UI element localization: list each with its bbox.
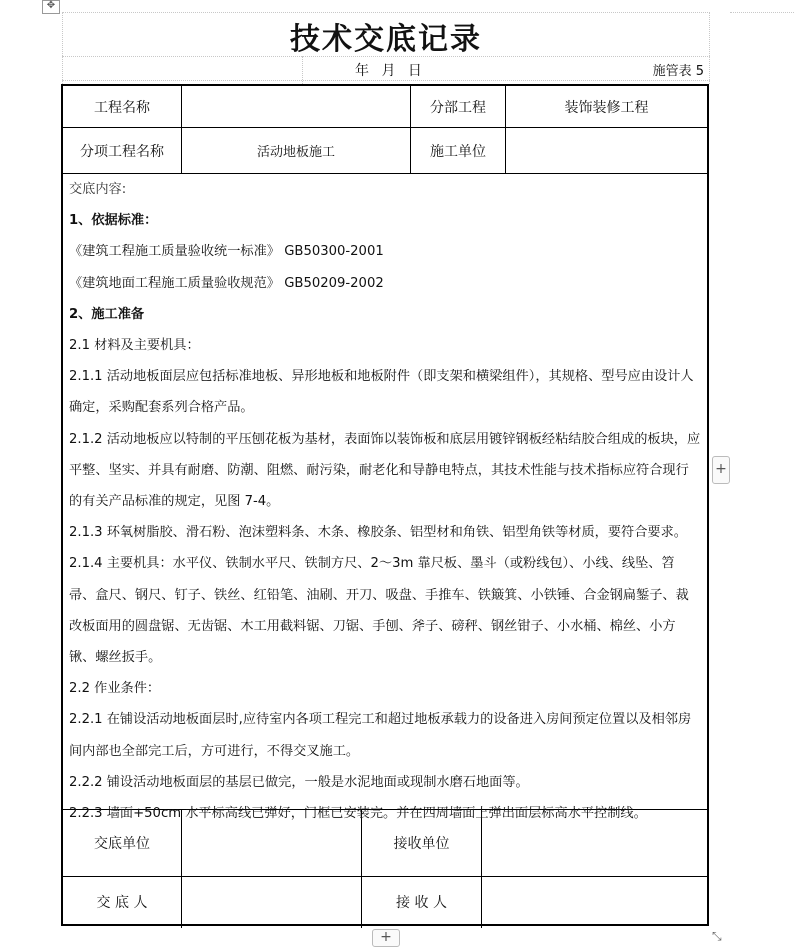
page-guide-date-bottom: [62, 80, 710, 81]
division-field[interactable]: 装饰装修工程: [564, 99, 649, 116]
subitem-label: 分项工程名称: [80, 143, 164, 160]
content-line: 2.2.2 铺设活动地板面层的基层已做完，一般是水泥地面或现制水磨石地面等。: [69, 774, 529, 790]
add-column-plus-icon[interactable]: +: [712, 456, 730, 484]
receiver-field[interactable]: [482, 877, 707, 926]
content-line: 2.2.1 在铺设活动地板面层时,应待室内各项工程完工和超过地板承载力的设备进入房间预定位置以及相邻房间内部也全部完工后，方可进行，不得交叉施工。: [69, 712, 692, 759]
issuer-field[interactable]: [182, 877, 361, 926]
page-guide-ext: [730, 12, 794, 13]
project-name-field[interactable]: [182, 86, 410, 127]
issuer-unit-label: 交底单位: [94, 836, 150, 852]
date-label: 年 月 日: [355, 63, 422, 79]
record-table: [61, 84, 709, 926]
content-line: 2.2.3 墙面+50cm 水平标高线已弹好，门框已安装完。并在四周墙面上弹出面层标高水平控制线。: [69, 806, 647, 822]
content-line: 2.1.3 环氧树脂胶、滑石粉、泡沫塑料条、木条、橡胶条、铝型材和角铁、铝型角铁等材质，要符合要求。: [69, 525, 687, 541]
division-label: 分部工程: [430, 99, 486, 116]
content-line: 1、依据标准：: [69, 213, 158, 229]
issuer-label: 交 底 人: [96, 894, 148, 911]
add-row-plus-icon[interactable]: +: [372, 929, 400, 947]
page-guide-top: [62, 12, 710, 13]
content-line: 2、施工准备: [69, 306, 145, 322]
contractor-field[interactable]: [506, 128, 707, 173]
content-line: 2.1 材料及主要机具：: [69, 338, 200, 354]
document-title: 技术交底记录: [290, 22, 482, 57]
content-line: 《建筑地面工程施工质量验收规范》 GB50209-2002: [69, 275, 384, 291]
form-number: 施管表 5: [652, 64, 704, 79]
content-line: 《建筑工程施工质量验收统一标准》 GB50300-2001: [69, 244, 384, 260]
project-name-label: 工程名称: [94, 99, 150, 116]
disclosure-content[interactable]: [69, 174, 701, 829]
subitem-field[interactable]: 活动地板施工: [256, 145, 335, 160]
contractor-label: 施工单位: [430, 143, 486, 160]
table-resize-icon[interactable]: ⤡: [712, 929, 722, 943]
content-label: 交底内容:: [69, 182, 127, 197]
content-line: 2.1.2 活动地板应以特制的平压刨花板为基材，表面饰以装饰板和底层用镀锌钢板经粘结胶合组成的板块，应平整、坚实、并具有耐磨、防潮、阻燃、耐污染，耐老化和导静电特点，其技术性能与技术指标应符合现行的有关产品标准的规定，见图 7-4。: [69, 431, 701, 510]
content-line: 2.1.4 主要机具：水平仪、铁制水平尺、铁制方尺、2～3m 靠尺板、墨斗（或粉线包）、小线、线坠、笤帚、盒尺、钢尺、钉子、铁丝、红铅笔、油刷、开刀、吸盘、手推车、铁簸箕、小铁锤、合金钢扁錾子、裁改板面用的圆盘锯、无齿锯、木工用截料锯、刀锯、手刨、斧子、磅秤、钢丝钳子、小水桶、棉丝、小方锹、螺丝扳手。: [69, 556, 689, 666]
receiver-unit-label: 接收单位: [393, 836, 450, 852]
content-lines: [69, 205, 701, 829]
receiver-unit-field[interactable]: [482, 810, 707, 876]
receiver-label: 接 收 人: [396, 894, 447, 911]
content-line: 2.1.1 活动地板面层应包括标准地板、异形地板和地板附件（即支架和横梁组件），其规格、型号应由设计人确定，采购配套系列合格产品。: [69, 369, 694, 416]
page-guide-date-left: [302, 56, 303, 84]
table-move-icon[interactable]: ✥: [42, 0, 60, 14]
content-line: 2.2 作业条件：: [69, 681, 161, 697]
issuer-unit-field[interactable]: [182, 810, 361, 876]
